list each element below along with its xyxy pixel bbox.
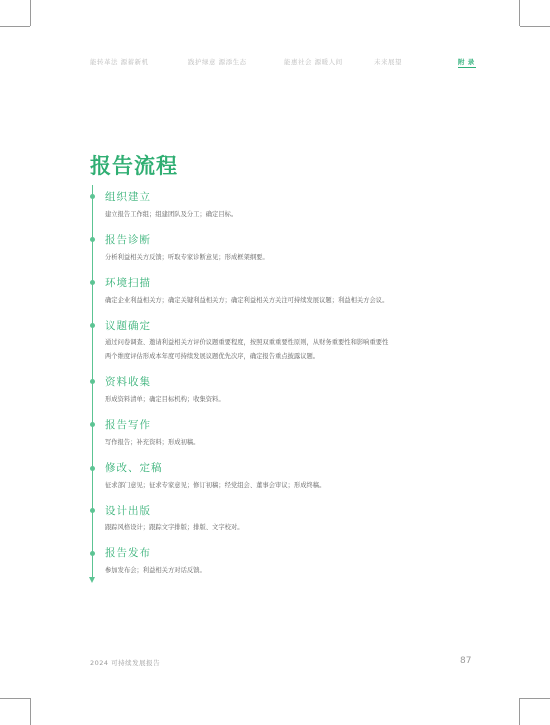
timeline-dot [90,466,95,471]
step-desc: 通过问卷调查、邀请利益相关方评价议题重要程度，按照双重重要性原则，从财务重要性和影响重要性 [105,339,389,346]
crop-mark [519,698,520,725]
timeline-dot [90,194,95,199]
step-desc: 参加发布会；利益相关方对话反馈。 [105,567,206,574]
step-desc: 跟踪风格设计；跟踪文字排版；排版、文字校对。 [105,524,244,531]
timeline-dot [90,323,95,328]
step-title: 环境扫描 [105,277,151,289]
timeline-dot [90,280,95,285]
step-desc: 分析利益相关方反馈；听取专家诊断意见；形成框架纲要。 [105,254,269,261]
crop-mark [520,26,550,27]
crop-mark [0,26,30,27]
step-title: 设计出版 [105,505,151,517]
nav-item-outlook[interactable]: 未来展望 [374,58,402,66]
crop-mark [0,698,30,699]
step-title: 报告诊断 [105,234,151,246]
step-title: 报告写作 [105,419,151,431]
crop-mark [30,0,31,26]
timeline-dot [90,379,95,384]
page-title: 报告流程 [90,154,178,178]
page-number: 87 [460,656,472,666]
step-desc: 形成资料清单；确定目标机构；收集资料。 [105,396,225,403]
nav-item-ecology[interactable]: 践护绿意 源添生态 [188,58,247,66]
crop-mark [520,698,550,699]
step-desc: 两个维度评估形成本年度可持续发展议题优先次序，确定报告重点披露议题。 [105,353,320,360]
crop-mark [519,0,520,26]
timeline-arrow-icon [89,577,95,583]
crop-mark [30,698,31,725]
nav-item-appendix[interactable]: 附 录 [458,58,475,66]
step-desc: 确定企业利益相关方；确定关键利益相关方；确定利益相关方关注可持续发展议题；利益相关方会议。 [105,297,389,304]
section-nav [90,57,476,71]
process-timeline [92,185,93,585]
step-title: 报告发布 [105,547,151,559]
timeline-dot [90,237,95,242]
step-desc: 征求部门意见；征求专家意见；修订初稿；经党组会、董事会审议；形成终稿。 [105,482,326,489]
step-title: 组织建立 [105,191,151,203]
nav-active-underline [458,67,476,68]
footer-report-name: 2024 可持续发展报告 [90,659,161,667]
step-title: 资料收集 [105,376,151,388]
nav-item-society[interactable]: 能惠社会 源暖人间 [284,58,343,66]
step-title: 修改、定稿 [105,462,163,474]
timeline-dot [90,422,95,427]
step-title: 议题确定 [105,320,151,332]
timeline-dot [90,551,95,556]
timeline-dot [90,508,95,513]
step-desc: 写作报告；补充资料；形成初稿。 [105,439,200,446]
nav-item-transition[interactable]: 能转革法 源蓄新机 [90,58,149,66]
step-desc: 建立报告工作组；组建团队及分工；确定目标。 [105,211,238,218]
